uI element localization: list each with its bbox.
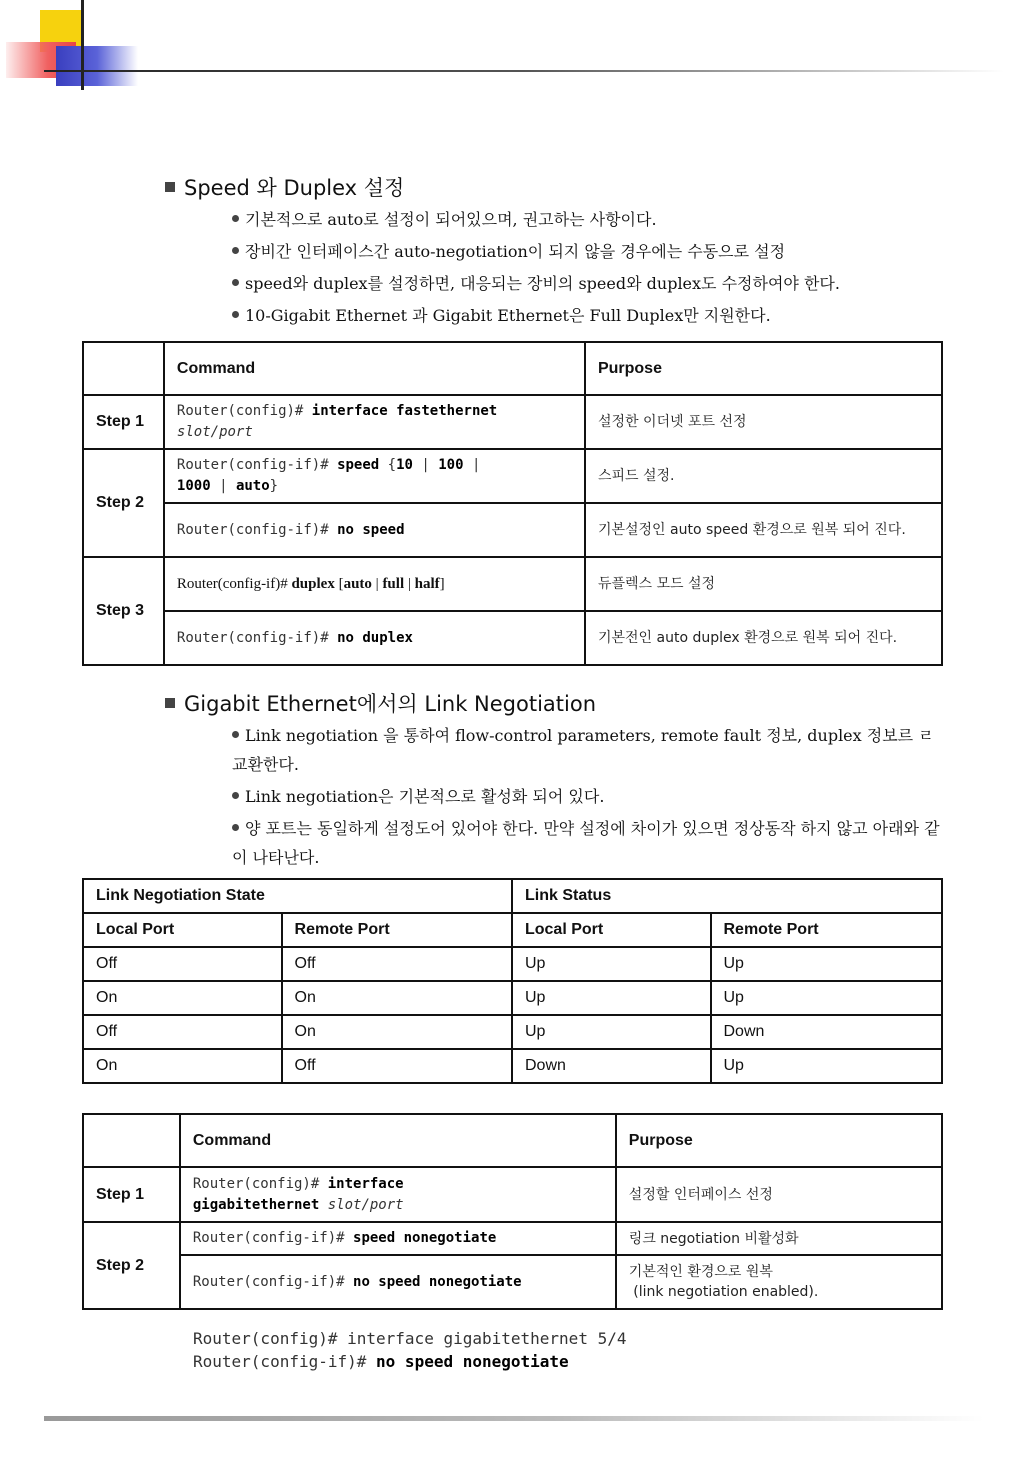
code-line — [193, 1350, 626, 1373]
step-label: Step 3 — [83, 557, 164, 665]
command-option: auto — [235, 478, 270, 494]
table-row — [83, 1049, 942, 1083]
command-cell: Router(config-if)# duplex [auto | full | half] — [164, 557, 585, 611]
purpose-cell: 듀플렉스 모드 설정 — [585, 557, 942, 611]
table-row — [83, 395, 942, 449]
table-cell: Off — [282, 1049, 512, 1083]
command-prompt: Router(config-if)# — [193, 1352, 367, 1371]
table-row — [83, 1222, 942, 1255]
column-header: Remote Port — [282, 913, 512, 947]
command-cell — [164, 611, 585, 665]
command-keyword: no speed nonegotiate — [353, 1273, 522, 1290]
speed-duplex-command-table — [82, 341, 943, 666]
purpose-cell — [616, 1255, 942, 1309]
purpose-cell: 설정할 인터페이스 선정 — [616, 1167, 942, 1222]
section2-bullet-list — [232, 721, 948, 875]
command-prompt: Router(config)# — [192, 1175, 320, 1192]
list-item — [232, 721, 948, 779]
table-header-row — [83, 342, 942, 395]
purpose-cell: 스피드 설정. — [585, 449, 942, 503]
table-cell: Off — [83, 947, 282, 981]
list-item — [232, 205, 948, 234]
round-bullet-icon — [232, 279, 239, 286]
table-cell: Down — [512, 1049, 711, 1083]
command-cell: Router(config-if)# speed {10 | 100 | 1000 | auto} — [164, 449, 585, 503]
header-deco-vertical-line — [81, 0, 84, 90]
table-cell: Off — [282, 947, 512, 981]
footer-divider — [44, 1416, 984, 1421]
command-option: 1000 — [176, 478, 211, 494]
command-prompt: Router(config-if)# — [176, 575, 288, 592]
table-cell: Up — [711, 947, 943, 981]
table-row — [83, 981, 942, 1015]
table-header-command: Command — [180, 1114, 616, 1167]
list-item — [232, 301, 948, 330]
table-header-row — [83, 1114, 942, 1167]
list-item-text: 양 포트는 동일하게 설정도어 있어야 한다. 만약 설정에 차이가 있으면 정상동작 하지 않고 아래와 같이 나타난다. — [232, 819, 940, 867]
section-title-link-negotiation — [165, 688, 596, 718]
table-header-empty — [83, 342, 164, 395]
command-prompt: Router(config-if)# — [192, 1273, 345, 1290]
table-row — [83, 503, 942, 557]
column-header: Local Port — [512, 913, 711, 947]
command-keyword: duplex — [291, 575, 335, 592]
command-option: 100 — [438, 457, 464, 473]
command-keyword: no duplex — [337, 629, 413, 646]
command-keyword: speed — [337, 457, 380, 473]
command-prompt: Router(config-if)# — [176, 457, 329, 473]
table-row — [83, 611, 942, 665]
command-option: auto — [343, 575, 372, 592]
purpose-cell: 링크 negotiation 비활성화 — [616, 1222, 942, 1255]
nonegotiate-command-table — [82, 1113, 943, 1310]
list-item — [232, 269, 948, 298]
table-cell: On — [83, 981, 282, 1015]
table-row — [83, 557, 942, 611]
step-label: Step 2 — [83, 449, 164, 557]
round-bullet-icon — [232, 311, 239, 318]
square-bullet-icon — [165, 698, 175, 708]
section-title-text: Gigabit Ethernet에서의 Link Negotiation — [184, 692, 597, 716]
header-deco-horizontal-line — [44, 70, 1004, 72]
purpose-text-line: (link negotiation enabled). — [633, 1284, 819, 1300]
table-cell: Up — [711, 981, 943, 1015]
table-group-header-row — [83, 879, 942, 913]
table-row — [83, 947, 942, 981]
list-item-text: Link negotiation은 기본적으로 활성화 되어 있다. — [245, 787, 605, 806]
table-cell: Up — [512, 981, 711, 1015]
list-item — [232, 237, 948, 266]
table-row — [83, 449, 942, 503]
command-cell — [180, 1167, 616, 1222]
round-bullet-icon — [232, 247, 239, 254]
command-argument: slot/port — [176, 424, 253, 440]
table-header-purpose: Purpose — [616, 1114, 942, 1167]
step-label: Step 2 — [83, 1222, 180, 1309]
table-cell: On — [83, 1049, 282, 1083]
command-cell — [164, 395, 585, 449]
code-line: Router(config)# interface gigabitethernet 5/4 — [193, 1329, 627, 1348]
command-prompt: Router(config-if)# — [176, 629, 329, 646]
purpose-cell: 기본전인 auto duplex 환경으로 원복 되어 진다. — [585, 611, 942, 665]
command-keyword: gigabitethernet — [192, 1196, 320, 1213]
command-cell — [164, 503, 585, 557]
purpose-cell: 기본설정인 auto speed 환경으로 원복 되어 진다. — [585, 503, 942, 557]
list-item-text: Link negotiation 을 통하여 flow-control parameters, remote fault 정보, duplex 정보르 ㄹ 교환한다. — [232, 726, 934, 774]
table-row — [83, 1255, 942, 1309]
command-cell — [180, 1222, 616, 1255]
group-header-link-status: Link Status — [512, 879, 942, 913]
table-cell: On — [282, 981, 512, 1015]
list-item — [232, 814, 948, 872]
table-cell: Up — [512, 1015, 711, 1049]
command-keyword: interface — [327, 1175, 404, 1192]
round-bullet-icon — [232, 824, 239, 831]
command-argument: slot/port — [327, 1196, 404, 1213]
table-header-row — [83, 913, 942, 947]
command-keyword: interface fastethernet — [311, 403, 498, 419]
command-cell — [180, 1255, 616, 1309]
round-bullet-icon — [232, 731, 239, 738]
section1-bullet-list — [232, 205, 948, 333]
command-keyword: no speed — [337, 521, 405, 538]
command-option: half — [414, 575, 440, 592]
command-prompt: Router(config-if)# — [192, 1230, 345, 1246]
table-header-purpose: Purpose — [585, 342, 942, 395]
column-header: Local Port — [83, 913, 282, 947]
square-bullet-icon — [165, 182, 175, 192]
table-cell: Up — [512, 947, 711, 981]
header-deco-blue-bar — [56, 46, 138, 86]
purpose-cell: 설정한 이더넷 포트 선정 — [585, 395, 942, 449]
command-option: full — [382, 575, 405, 592]
command-prompt: Router(config)# — [176, 403, 304, 419]
list-item-text: 10-Gigabit Ethernet 과 Gigabit Ethernet은 Full Duplex만 지원한다. — [245, 306, 771, 325]
section-title-text: Speed 와 Duplex 설정 — [184, 176, 405, 200]
round-bullet-icon — [232, 792, 239, 799]
list-item-text: 장비간 인터페이스간 auto-negotiation이 되지 않을 경우에는 수동으로 설정 — [245, 242, 786, 261]
table-cell: Down — [711, 1015, 943, 1049]
list-item — [232, 782, 948, 811]
table-row — [83, 1015, 942, 1049]
step-label: Step 1 — [83, 395, 164, 449]
list-item-text: speed와 duplex를 설정하면, 대응되는 장비의 speed와 duplex도 수정하여야 한다. — [245, 274, 840, 293]
command-prompt: Router(config-if)# — [176, 521, 329, 538]
command-keyword: speed nonegotiate — [353, 1230, 497, 1246]
table-cell: Up — [711, 1049, 943, 1083]
column-header: Remote Port — [711, 913, 943, 947]
table-cell: Off — [83, 1015, 282, 1049]
link-negotiation-status-table — [82, 878, 943, 1084]
group-header-negotiation-state: Link Negotiation State — [83, 879, 512, 913]
table-header-empty — [83, 1114, 180, 1167]
purpose-text-line: 기본적인 환경으로 원복 — [628, 1264, 773, 1280]
round-bullet-icon — [232, 215, 239, 222]
command-keyword: no speed nonegotiate — [376, 1352, 569, 1371]
step-label: Step 1 — [83, 1167, 180, 1222]
table-cell: On — [282, 1015, 512, 1049]
table-row — [83, 1167, 942, 1222]
table-header-command: Command — [164, 342, 585, 395]
command-option: 10 — [396, 457, 413, 473]
section-title-speed-duplex — [165, 172, 404, 202]
list-item-text: 기본적으로 auto로 설정이 되어있으며, 권고하는 사항이다. — [245, 210, 657, 229]
example-code-block — [193, 1327, 626, 1373]
